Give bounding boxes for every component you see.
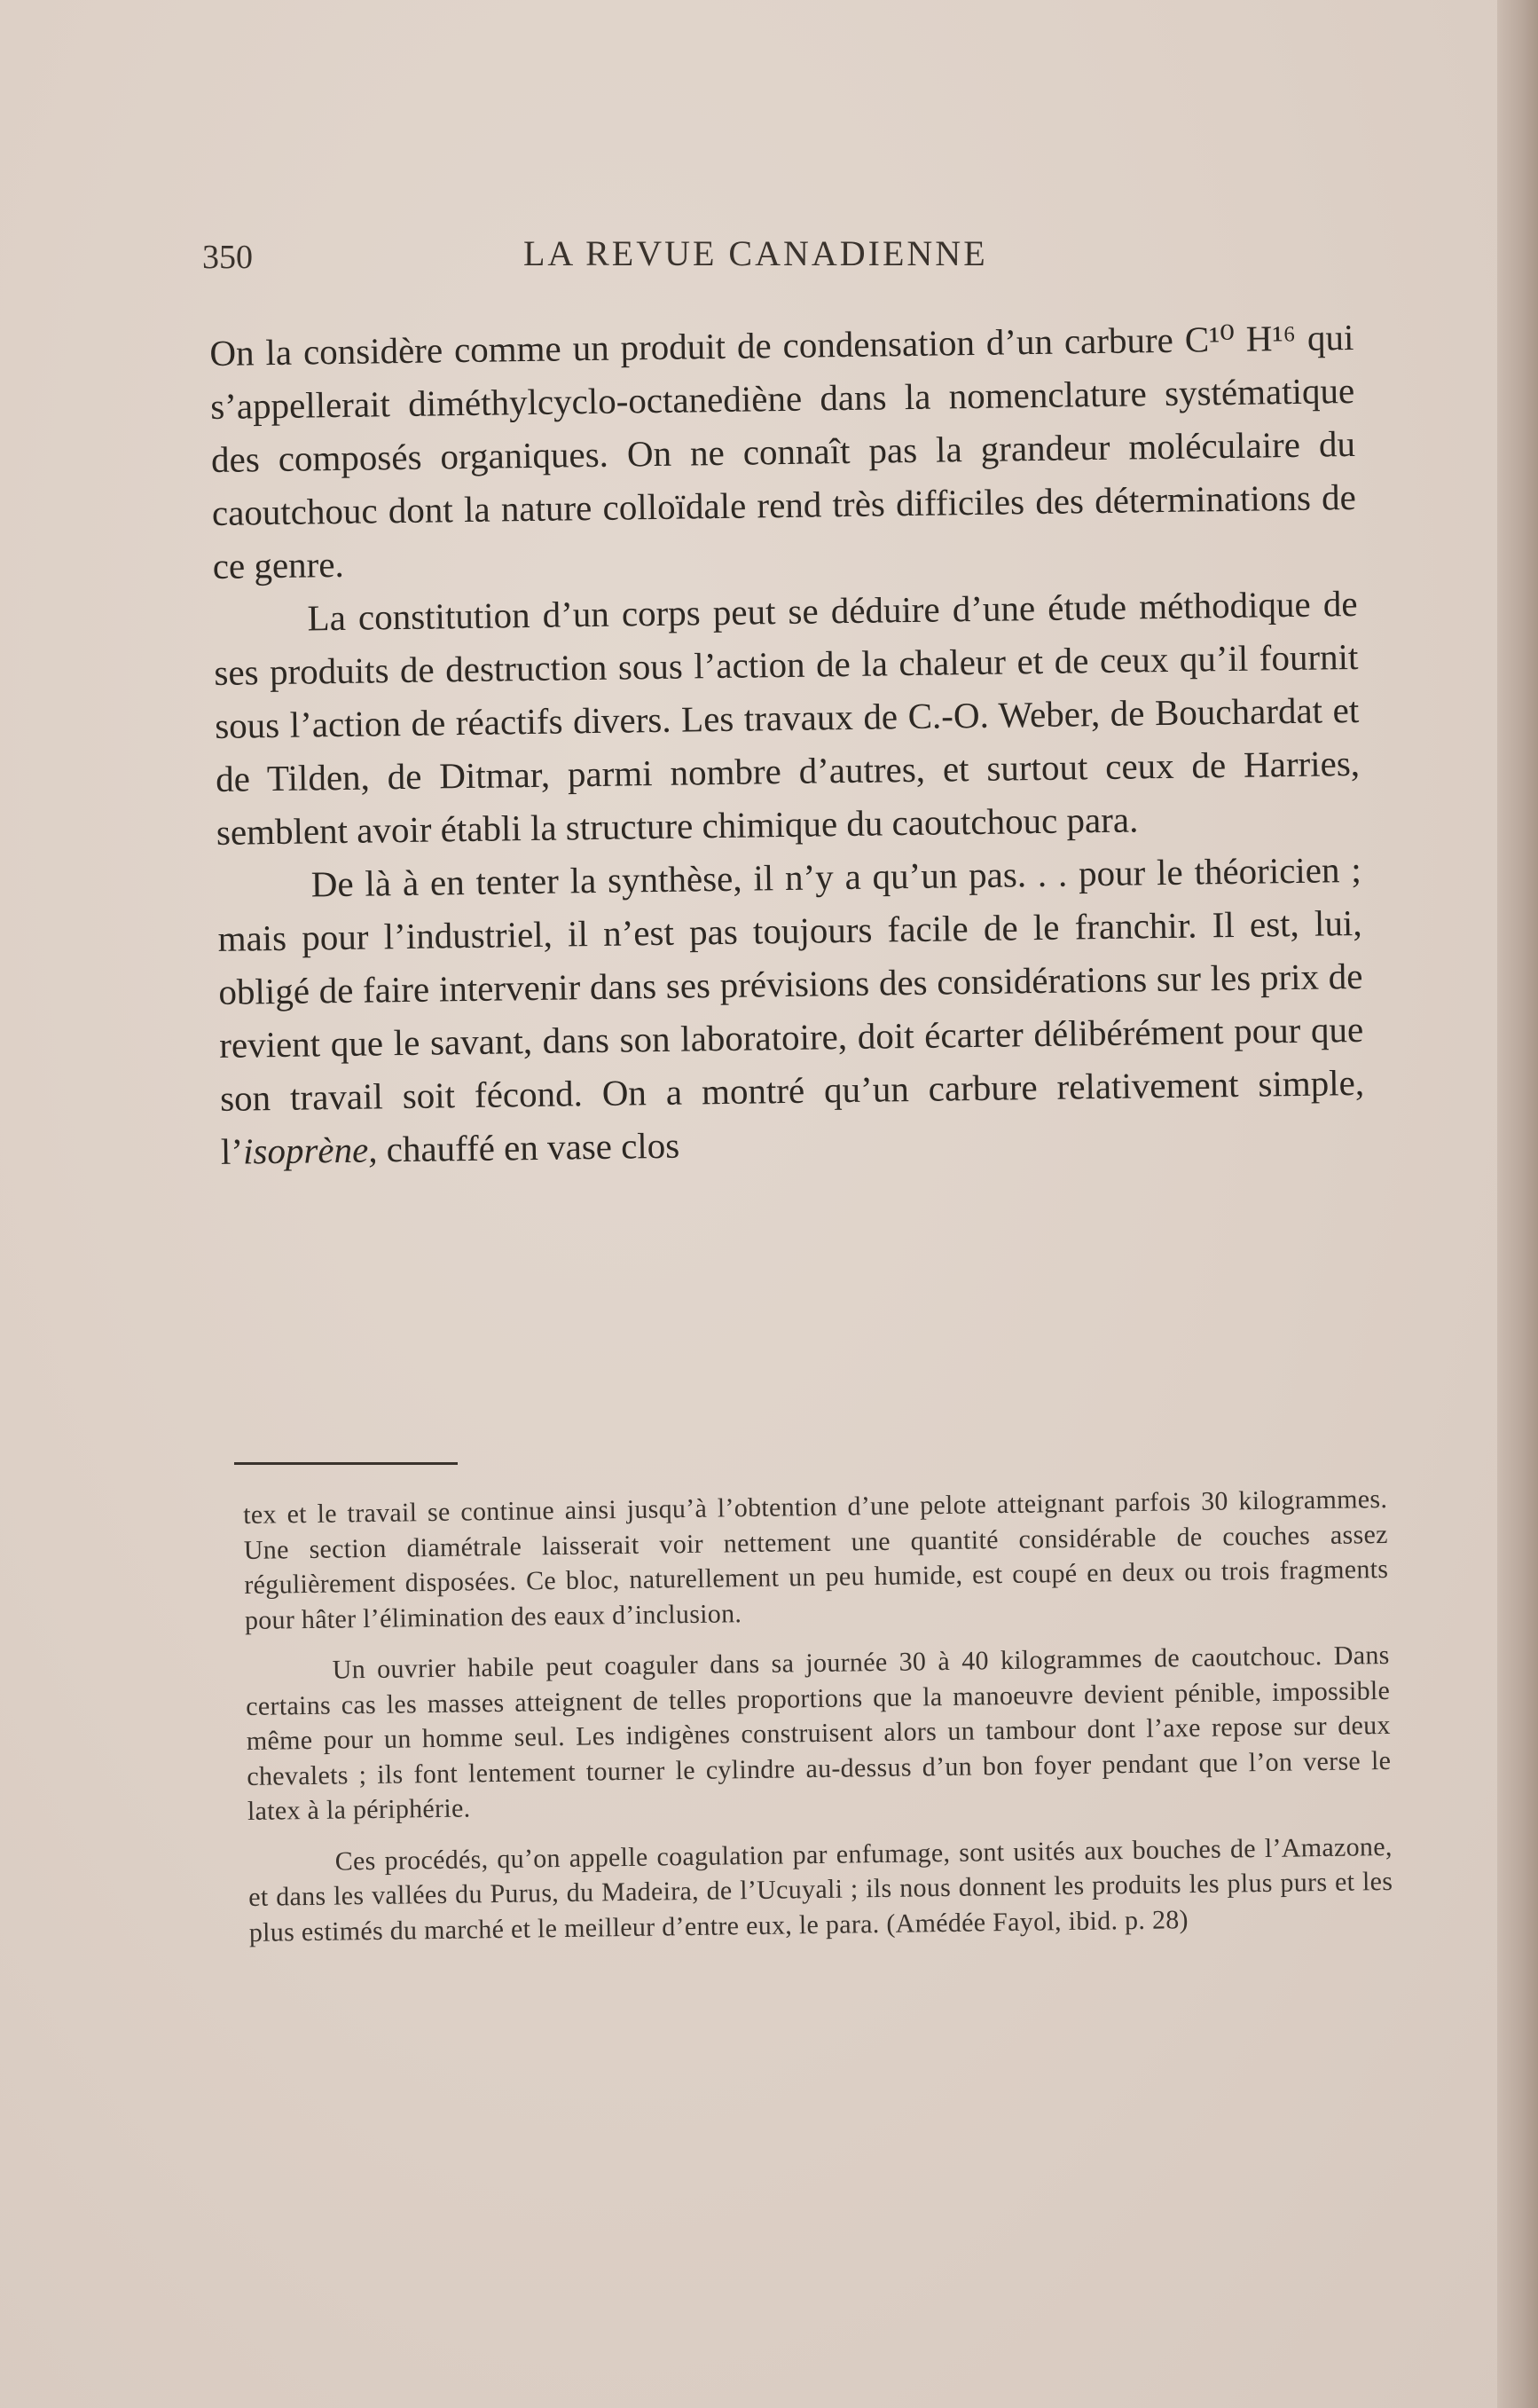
page-header [202,232,1346,286]
main-paragraph-1: On la considère comme un produit de condensation d’un carbure C¹⁰ H¹⁶ qui s’appellerait diméthylcyclo-octanediène dans la nomenclature systématique des composés organiques. On ne connaît pas la grandeur moléculaire du caoutchouc dont la nature colloïdale rend très difficiles des déterminations de ce genre. [209,316,1357,586]
footnote-paragraph-2: Un ouvrier habile peut coaguler dans sa journée 30 à 40 kilogrammes de caoutchouc. Dans certains cas les masses atteignent de telles proportions que la manoeuvre devient pénible, impossible même pour un homme seul. Les indigènes construisent alors un tambour dont l’axe repose sur deux chevalets ; ils font lentement tourner le cylindre au-dessus d’un bon foyer pendant que l’on verse le latex à la périphérie. [246,1640,1392,1826]
main-paragraph-3-end: chauffé en vase clos [377,1124,680,1170]
footnote-paragraph-1: tex et le travail se continue ainsi jusqu’à l’obtention d’une pelote atteignant parfois 30 kilogrammes. Une section diamétrale laisserait voir nettement une quantité considérable de couches assez régulièrement disposées. Ce bloc, naturellement un peu humide, est coupé en deux ou trois fragments pour hâter l’élimination des eaux d’inclusion. [243,1483,1389,1635]
isoprene-term: isoprène, [242,1129,378,1172]
footnote-separator [234,1462,458,1465]
page-edge-shadow [1497,0,1538,2408]
main-paragraph-3 [216,843,1365,1178]
page-number: 350 [202,239,253,276]
main-paragraph-2: La constitution d’un corps peut se déduire d’une étude méthodique de ses produits de destruction sous l’action de la chaleur et de ceux qu’il fournit sous l’action de réactifs divers. Les travaux de C.-O. Weber, de Bouchardat et de Tilden, de Ditmar, parmi nombre d’autres, et surtout ceux de Harries, semblent avoir établi la structure chimique du caoutchouc para. [214,582,1361,853]
footnote-paragraph-3: Ces procédés, qu’on appelle coagulation par enfumage, sont usités aux bouches de l’Amazone, et dans les vallées du Purus, du Madeira, de l’Ucuyali ; ils nous donnent les produits les plus purs et les plus estimés du marché et le meilleur d’entre eux, le para. (Amédée Fayol, ibid. p. 28) [248,1831,1393,1948]
main-text [209,311,1365,1178]
running-title: LA REVUE CANADIENNE [523,233,988,273]
footnotes [243,1482,1393,1966]
main-paragraph-3-text: De là à en tenter la synthèse, il n’y a qu’un pas. . . pour le théoricien ; mais pour l’industriel, il n’est pas toujours facile de le franchir. Il est, lui, obligé de faire intervenir dans ses prévisions des considérations sur les prix de revient que le savant, dans son laboratoire, doit écarter délibérément pour que son travail soit fécond. On a montré qu’un carbure relativement simple, l’ [217,848,1365,1172]
